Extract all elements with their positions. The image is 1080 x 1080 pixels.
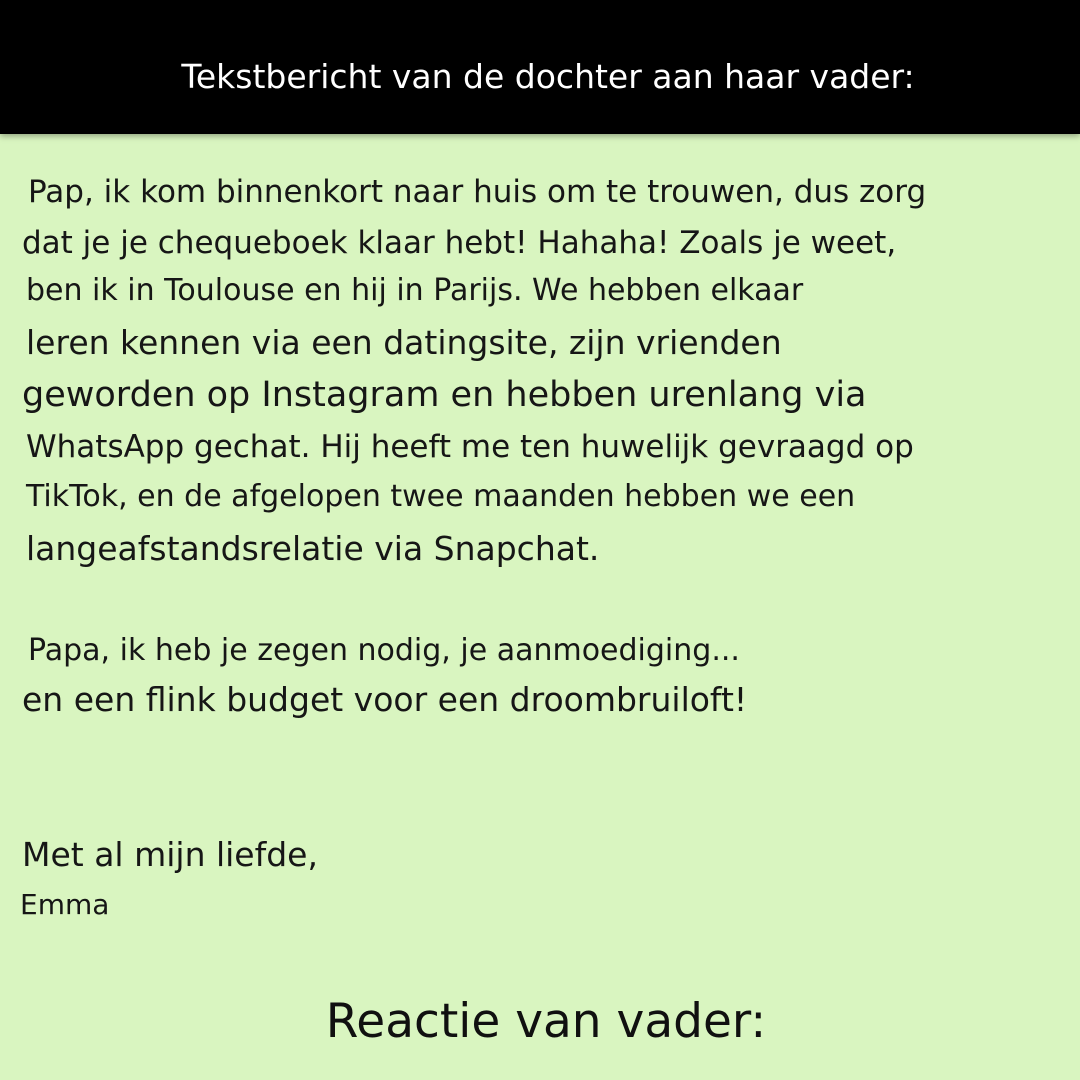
message-line: en een flink budget voor een droombruiloft! — [22, 680, 748, 719]
message-line: ben ik in Toulouse en hij in Parijs. We hebben elkaar — [26, 273, 804, 308]
message-line: TikTok, en de afgelopen twee maanden hebben we een — [26, 479, 856, 514]
message-line: Pap, ik kom binnenkort naar huis om te trouwen, dus zorg — [28, 174, 927, 210]
message-line: geworden op Instagram en hebben urenlang via — [22, 375, 867, 415]
message-line: WhatsApp gechat. Hij heeft me ten huwelijk gevraagd op — [26, 429, 914, 465]
footer-title: Reactie van vader: — [325, 994, 767, 1049]
header-title: Tekstbericht van de dochter aan haar vader: — [181, 57, 915, 96]
message-line: leren kennen via een datingsite, zijn vrienden — [26, 323, 782, 362]
signature: Emma — [20, 888, 110, 921]
message-line: langeafstandsrelatie via Snapchat. — [26, 529, 600, 568]
header-bar — [0, 0, 1080, 134]
closing-line: Met al mijn liefde, — [22, 835, 318, 874]
message-line: Papa, ik heb je zegen nodig, je aanmoediging... — [28, 633, 740, 668]
message-line: dat je je chequeboek klaar hebt! Hahaha! Zoals je weet, — [22, 225, 897, 261]
